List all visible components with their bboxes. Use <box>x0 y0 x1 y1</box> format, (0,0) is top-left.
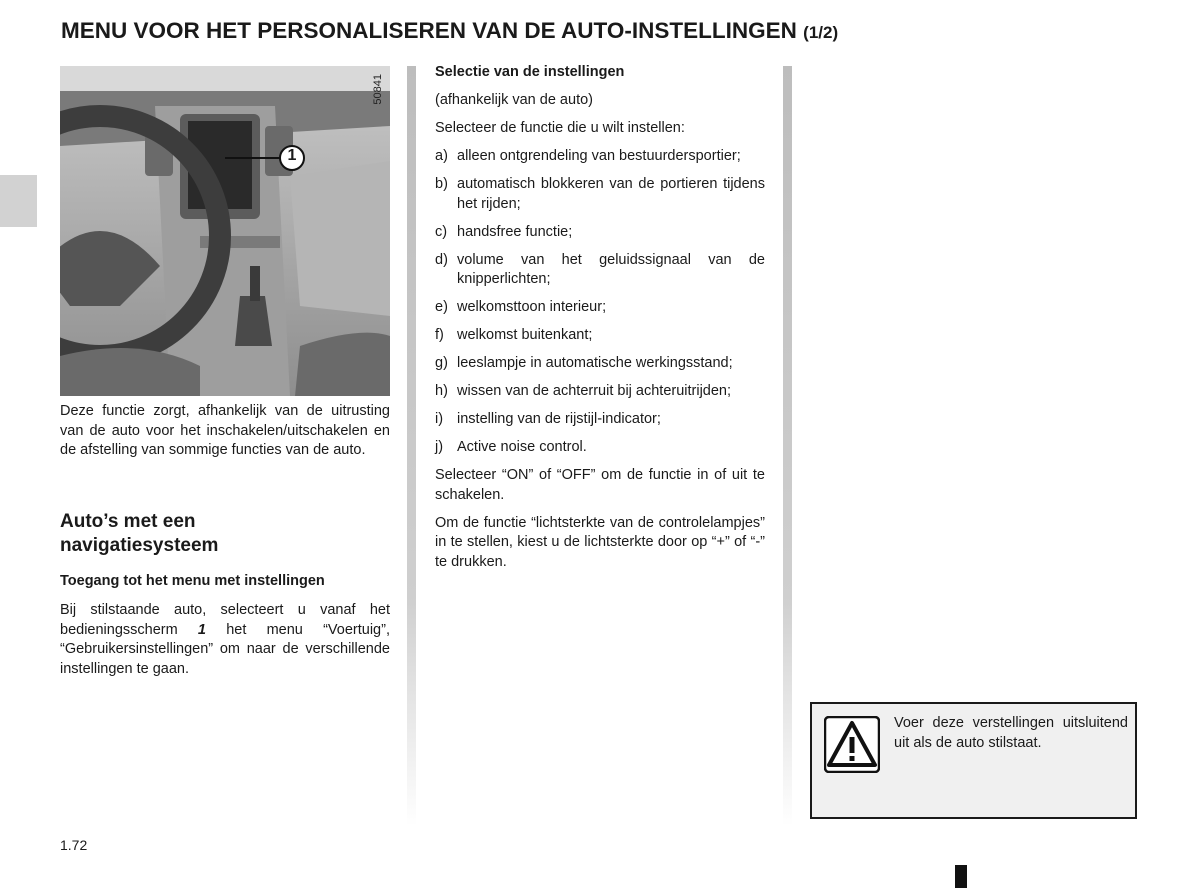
intro-paragraph: Deze functie zorgt, afhankelijk van de uitrusting van de auto voor het inschakelen/uitschakelen en de afstelling van sommige functies van de auto. <box>60 403 390 458</box>
list-item-text: instelling van de rijstijl-indicator; <box>457 411 661 427</box>
screen-reference: 1 <box>197 621 206 638</box>
list-item-label: i) <box>435 411 444 427</box>
dashboard-illustration <box>60 66 390 396</box>
onoff-paragraph: Selecteer “ON” of “OFF” om de functie in of uit te schakelen. <box>435 467 765 503</box>
settings-heading: Selectie van de instellingen <box>435 64 625 80</box>
column-divider-left <box>407 66 416 826</box>
brightness-paragraph: Om de functie “lichtsterkte van de controlelampjes” in te stellen, kiest u de lichtsterkte door op “+” of “-” te drukken. <box>435 514 765 570</box>
list-item-label: h) <box>435 383 448 399</box>
list-item-text: Active noise control. <box>457 439 587 455</box>
section-heading <box>60 510 390 558</box>
section-heading-line2: navigatiesysteem <box>60 535 219 556</box>
list-item-text: leeslampje in automatische werkingsstand; <box>457 355 733 371</box>
list-item-label: g) <box>435 355 448 371</box>
figure-code: 50841 <box>372 74 384 105</box>
list-item-label: a) <box>435 148 448 164</box>
list-item-label: f) <box>435 327 444 343</box>
settings-instruction: Selecteer de functie die u wilt instellen: <box>435 120 685 136</box>
list-item-text: welkomsttoon interieur; <box>457 299 607 315</box>
list-item <box>435 410 765 430</box>
list-item-text: welkomst buitenkant; <box>457 327 593 343</box>
list-item <box>435 326 765 346</box>
page-title-suffix: (1/2) <box>803 23 839 42</box>
list-item-label: j) <box>435 439 444 455</box>
section-tab <box>0 175 37 227</box>
list-item <box>435 354 765 374</box>
dashboard-photo <box>60 66 390 396</box>
list-item-text: automatisch blokkeren van de portieren tijdens het rijden; <box>457 176 765 212</box>
settings-column <box>435 63 765 581</box>
list-item <box>435 223 765 243</box>
list-item <box>435 147 765 167</box>
warning-box <box>810 702 1137 819</box>
settings-note: (afhankelijk van de auto) <box>435 92 593 108</box>
list-item <box>435 298 765 318</box>
list-item <box>435 251 765 290</box>
list-item-label: b) <box>435 176 448 192</box>
page-title <box>61 18 838 44</box>
page-number: 1.72 <box>60 837 88 853</box>
access-text-after: het menu “Voertuig”, “Gebruikersinstellingen” om naar de verschillende instellingen te gaan. <box>60 621 390 677</box>
access-paragraph <box>60 601 390 679</box>
page-edge-marker <box>955 865 967 888</box>
list-item <box>435 175 765 214</box>
list-item-text: alleen ontgrendeling van bestuurdersportier; <box>457 148 741 164</box>
warning-text: Voer deze verstellingen uitsluitend uit als de auto stilstaat. <box>894 715 1128 751</box>
access-text-before: Bij stilstaande auto, selecteert u vanaf het bedieningsscherm <box>60 602 390 638</box>
list-item <box>435 382 765 402</box>
section-heading-line1: Auto’s met een <box>60 511 196 532</box>
list-item-label: e) <box>435 299 448 315</box>
list-item-text: handsfree functie; <box>457 223 573 240</box>
list-item-text: wissen van de achterruit bij achteruitrijden; <box>457 383 732 399</box>
page-title-text: MENU VOOR HET PERSONALISEREN VAN DE AUTO-INSTELLINGEN <box>61 18 797 43</box>
list-item-label: c) <box>435 223 448 240</box>
column-divider-right <box>783 66 792 826</box>
warning-triangle-icon <box>824 716 880 773</box>
subheading: Toegang tot het menu met instellingen <box>60 573 325 589</box>
list-item <box>435 438 765 458</box>
callout-number: 1 <box>287 147 297 164</box>
list-item-text: volume van het geluidssignaal van de knipperlichten; <box>457 251 765 287</box>
list-item-label: d) <box>435 251 448 268</box>
